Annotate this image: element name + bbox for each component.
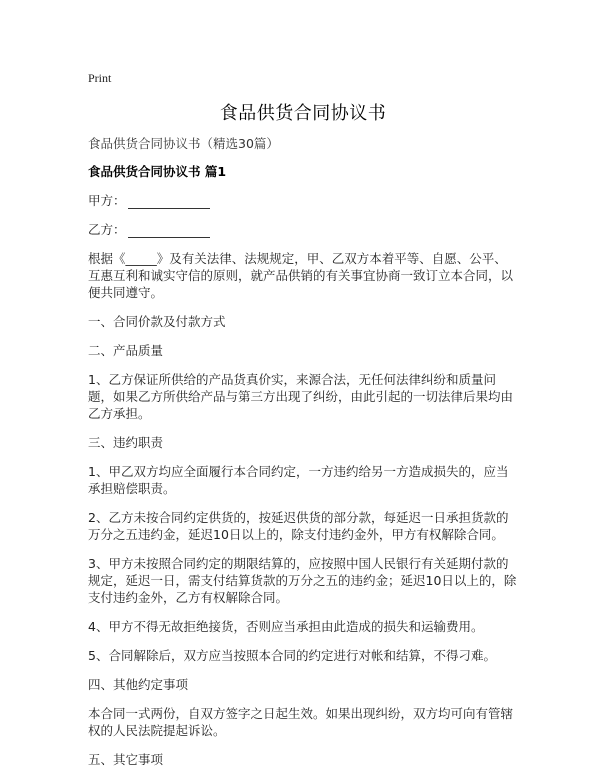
party-b-blank bbox=[128, 224, 210, 238]
party-a-label: 甲方： bbox=[88, 193, 126, 208]
liability-item-4: 4、甲方不得无故拒绝接货，否则应当承担由此造成的损失和运输费用。 bbox=[88, 619, 484, 634]
clause-heading-quality: 二、产品质量 bbox=[88, 343, 164, 358]
clause-heading-misc: 五、其它事项 bbox=[88, 752, 164, 767]
party-a-blank bbox=[128, 195, 210, 209]
clause-heading-price-payment: 一、合同价款及付款方式 bbox=[88, 314, 226, 329]
liability-item-5: 5、合同解除后，双方应当按照本合同的约定进行对帐和结算，不得刁难。 bbox=[88, 648, 496, 663]
preamble-paragraph: 根据《_____》及有关法律、法规规定，甲、乙双方本着平等、自愿、公平、互惠互利和诚实守信的原则，就产品供销的有关事宜协商一致订立本合同，以便共同遵守。 bbox=[88, 251, 514, 300]
other-terms-paragraph: 本合同一式两份，自双方签字之日起生效。如果出现纠纷，双方均可向有管辖权的人民法院提起诉讼。 bbox=[88, 706, 514, 738]
clause-heading-other-terms: 四、其他约定事项 bbox=[88, 677, 189, 692]
document-title: 食品供货合同协议书 bbox=[219, 103, 387, 124]
document-page bbox=[88, 70, 518, 780]
liability-item-3: 3、甲方未按照合同约定的期限结算的，应按照中国人民银行有关延期付款的规定，延迟一日，需支付结算货款的万分之五的违约金；延迟10日以上的，除支付违约金外，乙方有权解除合同。 bbox=[88, 556, 517, 605]
party-b-label: 乙方： bbox=[88, 222, 126, 237]
party-a-line bbox=[88, 192, 518, 209]
print-label: Print bbox=[88, 71, 112, 85]
party-b-line bbox=[88, 221, 518, 238]
liability-item-1: 1、甲乙双方均应全面履行本合同约定，一方违约给另一方造成损失的，应当承担赔偿职责。 bbox=[88, 464, 509, 496]
quality-item-1: 1、乙方保证所供给的产品货真价实，来源合法，无任何法律纠纷和质量问题，如果乙方所供给产品与第三方出现了纠纷，由此引起的一切法律后果均由乙方承担。 bbox=[88, 372, 514, 421]
section-heading: 食品供货合同协议书 篇1 bbox=[88, 164, 227, 179]
document-subtitle: 食品供货合同协议书（精选30篇） bbox=[88, 136, 279, 151]
liability-item-2: 2、乙方未按合同约定供货的，按延迟供货的部分款，每延迟一日承担货款的万分之五违约金，延迟10日以上的，除支付违约金外，甲方有权解除合同。 bbox=[88, 510, 509, 542]
clause-heading-liability: 三、违约职责 bbox=[88, 435, 164, 450]
